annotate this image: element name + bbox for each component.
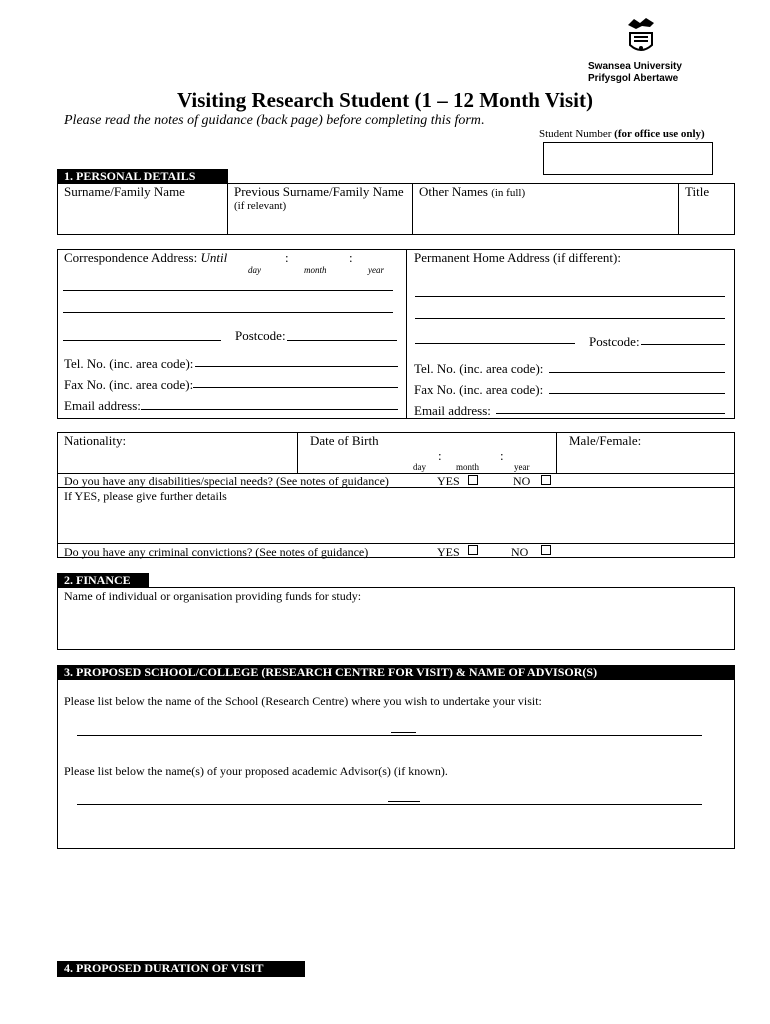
dob-month-caption: month bbox=[456, 462, 480, 472]
disabilities-no-label: NO bbox=[513, 474, 531, 488]
school-prompt: Please list below the name of the School (Research Centre) where you wish to undertake your visit: bbox=[64, 694, 542, 708]
title-field[interactable] bbox=[681, 201, 732, 232]
title-label: Title bbox=[685, 184, 710, 199]
other-names-field[interactable] bbox=[415, 201, 675, 232]
permanent-email-label: Email address: bbox=[414, 403, 491, 418]
correspondence-postcode-field[interactable] bbox=[287, 340, 397, 341]
finance-field[interactable] bbox=[60, 605, 732, 647]
permanent-address-line-1[interactable] bbox=[415, 296, 725, 297]
permanent-tel-label: Tel. No. (inc. area code): bbox=[414, 361, 544, 376]
correspondence-address-line-1[interactable] bbox=[63, 290, 393, 291]
section-finance-header: 2. FINANCE bbox=[57, 573, 149, 588]
gender-field[interactable] bbox=[559, 450, 732, 471]
nationality-field[interactable] bbox=[60, 450, 294, 471]
permanent-fax-label: Fax No. (inc. area code): bbox=[414, 382, 544, 397]
form-title: Visiting Research Student (1 – 12 Month Visit) bbox=[177, 88, 593, 112]
month-caption: month bbox=[304, 265, 327, 275]
correspondence-email-label: Email address: bbox=[64, 398, 141, 413]
previous-surname-field[interactable] bbox=[300, 212, 408, 232]
date-separator: : bbox=[285, 250, 289, 265]
correspondence-tel-label: Tel. No. (inc. area code): bbox=[64, 356, 194, 371]
date-separator: : bbox=[500, 448, 504, 463]
section-school-header: 3. PROPOSED SCHOOL/COLLEGE (RESEARCH CENTRE FOR VISIT) & NAME OF ADVISOR(S) bbox=[57, 665, 735, 680]
if-yes-details-label: If YES, please give further details bbox=[64, 489, 227, 503]
permanent-address-line-3[interactable] bbox=[415, 343, 575, 344]
advisor-prompt: Please list below the name(s) of your proposed academic Advisor(s) (if known). bbox=[64, 764, 448, 778]
correspondence-address-label: Correspondence Address: Until bbox=[64, 250, 228, 265]
logo-text-welsh: Prifysgol Abertawe bbox=[588, 73, 679, 84]
dob-year-caption: year bbox=[514, 462, 530, 472]
correspondence-email-field[interactable] bbox=[141, 409, 398, 410]
disability-details-field[interactable] bbox=[60, 505, 732, 541]
university-crest-logo bbox=[620, 15, 662, 59]
permanent-email-field[interactable] bbox=[496, 413, 725, 414]
disabilities-yes-label: YES bbox=[437, 474, 460, 488]
school-name-field[interactable] bbox=[77, 735, 702, 736]
date-separator: : bbox=[438, 448, 442, 463]
student-number-label: Student Number (for office use only) bbox=[539, 128, 705, 140]
surname-label: Surname/Family Name bbox=[64, 184, 185, 199]
advisor-name-underscore bbox=[388, 801, 420, 802]
previous-surname-label: Previous Surname/Family Name bbox=[234, 184, 404, 199]
correspondence-fax-label: Fax No. (inc. area code): bbox=[64, 377, 194, 392]
nationality-label: Nationality: bbox=[64, 433, 127, 448]
disabilities-yes-checkbox[interactable] bbox=[468, 475, 478, 485]
permanent-fax-field[interactable] bbox=[549, 393, 725, 394]
criminal-convictions-question: Do you have any criminal convictions? (See notes of guidance) bbox=[64, 545, 369, 559]
convictions-yes-label: YES bbox=[437, 545, 460, 559]
convictions-no-label: NO bbox=[511, 545, 529, 559]
logo-text-english: Swansea University bbox=[588, 61, 682, 72]
student-number-field[interactable] bbox=[543, 142, 713, 175]
permanent-postcode-field[interactable] bbox=[641, 344, 725, 345]
permanent-postcode-label: Postcode: bbox=[589, 334, 640, 349]
year-caption: year bbox=[368, 265, 384, 275]
date-of-birth-label: Date of Birth bbox=[310, 433, 379, 448]
disabilities-question: Do you have any disabilities/special needs? (See notes of guidance) bbox=[64, 474, 389, 488]
surname-field[interactable] bbox=[60, 201, 224, 232]
form-subtitle: Please read the notes of guidance (back page) before completing this form. bbox=[64, 113, 485, 128]
date-separator: : bbox=[349, 250, 353, 265]
convictions-yes-checkbox[interactable] bbox=[468, 545, 478, 555]
section-personal-details-header: 1. PERSONAL DETAILS bbox=[57, 169, 228, 184]
convictions-no-checkbox[interactable] bbox=[541, 545, 551, 555]
dob-day-caption: day bbox=[413, 462, 426, 472]
advisor-name-field[interactable] bbox=[77, 804, 702, 805]
day-caption: day bbox=[248, 265, 261, 275]
permanent-address-line-2[interactable] bbox=[415, 318, 725, 319]
correspondence-postcode-label: Postcode: bbox=[235, 328, 286, 343]
school-name-underscore bbox=[391, 732, 416, 733]
correspondence-address-line-3[interactable] bbox=[63, 340, 221, 341]
permanent-tel-field[interactable] bbox=[549, 372, 725, 373]
permanent-address-label: Permanent Home Address (if different): bbox=[414, 250, 621, 265]
disabilities-no-checkbox[interactable] bbox=[541, 475, 551, 485]
section-duration-header: 4. PROPOSED DURATION OF VISIT bbox=[57, 961, 305, 977]
male-female-label: Male/Female: bbox=[569, 433, 642, 448]
if-relevant-note: (if relevant) bbox=[234, 200, 287, 212]
correspondence-fax-field[interactable] bbox=[193, 387, 398, 388]
other-names-label: Other Names (in full) bbox=[419, 184, 526, 199]
finance-label: Name of individual or organisation providing funds for study: bbox=[64, 589, 362, 603]
correspondence-tel-field[interactable] bbox=[195, 366, 398, 367]
correspondence-address-line-2[interactable] bbox=[63, 312, 393, 313]
